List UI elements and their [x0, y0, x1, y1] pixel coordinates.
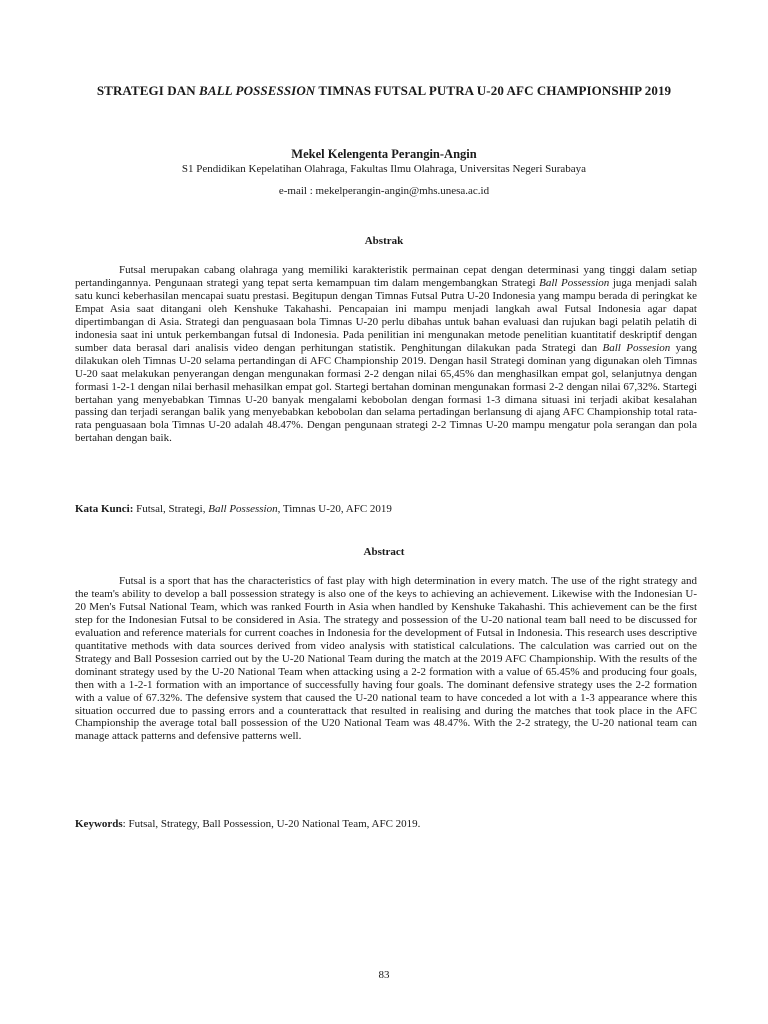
abstrak-paragraph [75, 264, 697, 445]
author-email: e-mail : mekelperangin-angin@mhs.unesa.ac.id [278, 185, 490, 197]
abstrak-text-1: Futsal merupakan cabang olahraga yang memiliki karakteristik permainan cepat dengan determinasi yang tinggi dalam setiap pertandingannya. Pengunaan strategi yang tepat serta kemampuan tim dalam mengembangkan Strategi [75, 264, 697, 289]
page-number: 83 [378, 969, 390, 981]
abstract-body [75, 575, 697, 743]
keywords-text: : Futsal, Strategy, Ball Possession, U-20 National Team, AFC 2019. [122, 818, 421, 830]
abstrak-italic-1: Ball Possession [539, 276, 610, 289]
keywords [75, 817, 697, 831]
kata-kunci-italic: Ball Possession [208, 503, 278, 515]
kata-kunci-text-1: Futsal, Strategi, [133, 503, 209, 515]
author-affiliation: S1 Pendidikan Kepelatihan Olahraga, Fakultas Ilmu Olahraga, Universitas Negeri Surabaya [181, 163, 587, 175]
kata-kunci [75, 502, 697, 516]
abstrak-text-2: juga menjadi salah satu kunci keberhasilan mencapai suatu prestasi. Begitupun dengan Timnas Futsal Putra U-20 Indonesia yang mampu berada di peringkat ke Empat Asia saat ditangani oleh Kenshuke Takahashi. Pencapaian ini mampu menjadi langkah awal Futsal Indonesia agar dapat dipertimbangan di Asia. Strategi dan penguasaan bola Timnas U-20 perlu dibahas untuk bahan evaluasi dan rujukan bagi pelatih pelatih di indonesia saat ini untuk perkembangan futsal di Indonesia. Pada penilitian ini mengunakan metode penelitian kuantitatif deskriptif dengan sumber data berasal dari analisis video dengan perhitungan statistik. Penghitungan dilakukan pada Strategi dan [75, 276, 697, 354]
abstrak-italic-2: Ball Possesion [602, 341, 671, 354]
title-italic: BALL POSSESSION [199, 83, 316, 98]
title-part-2: TIMNAS FUTSAL PUTRA U-20 AFC CHAMPIONSHIP 2019 [315, 83, 672, 98]
abstrak-body [75, 264, 697, 445]
abstrak-text-3: yang dilakukan oleh Timnas U-20 selama pertandingan di AFC Championship 2019. Dengan hasil Strategi dominan yang digunakan oleh Timnas U-20 saat melakukan penyerangan dengan mengunakan formasi 2-2 dengan nilai 65,45% dan menghasilkan empat gol, selanjutnya dengan formasi 1-2-1 dengan nilai berhasil mehasilkan empat gol. Startegi bertahan dominan mengunakan formasi 2-2 dengan nilai 67,32%. Startegi bertahan yang menyebabkan Timnas U-20 banyak mengalami kebobolan dengan formasi 1-3 dimana situasi ini terjadi akibat kesalahan passing dan terjadi serangan balik yang menyebabkan kebobolan dan selama pertadingan berlansung di ajang AFC Championship total rata-rata penguasaan bola Timnas U-20 adalah 48.47%. Dengan pengunaan strategi 2-2 Timnas U-20 mampu mengatur pola serangan dan pola bertahan dengan baik. [75, 341, 697, 445]
paper-title [80, 82, 688, 99]
abstract-heading: Abstract [363, 546, 405, 558]
keywords-label: Keywords [75, 818, 123, 830]
title-part-1: STRATEGI DAN [96, 83, 200, 98]
abstract-paragraph: Futsal is a sport that has the characteristics of fast play with high determination in every match. The use of the right strategy and the team's ability to develop a ball possession strategy is also one of the keys to achieving an achievement. Likewise with the Indonesian U-20 Men's Futsal National Team, which was ranked Fourth in Asia when handled by Kenshuke Takahashi. This achievement can be the first step for the Indonesian Futsal to be considered in Asia. The strategy and possession of the U-20 national team ball need to be discussed for evaluation and reference materials for current coaches in Indonesia for the development of Futsal in Indonesia. This research uses descriptive quantitative methods with data sources derived from video analysis with statistical calculations. The calculation was carried out on the Strategy and Ball Possesion carried out by the U-20 National Team during the match at the 2019 AFC Championship. With the results of the dominant strategy used by the U-20 National Team when attacking using a 2-2 formation with a value of 65.45% and producing four goals, then with a 1-2-1 formation with an importance of successfully having four goals. The dominant defensive strategy uses the 2-2 formation with a value of 67.32%. The defensive system that caused the U-20 national team to have conceded a lot with a 1-3 appearance where this situation occurred due to passing errors and a counterattack that resulted in realising and during the matches that took place in the AFC Championship the average total ball possession of the U20 National Team was 48.47%. With the 2-2 strategy, the U-20 national team can manage attack patterns and defensive patterns well. [75, 575, 697, 743]
kata-kunci-label: Kata Kunci: [75, 503, 134, 515]
author-name: Mekel Kelengenta Perangin-Angin [291, 147, 477, 161]
abstrak-heading: Abstrak [364, 235, 404, 247]
kata-kunci-text-2: , Timnas U-20, AFC 2019 [277, 503, 392, 515]
